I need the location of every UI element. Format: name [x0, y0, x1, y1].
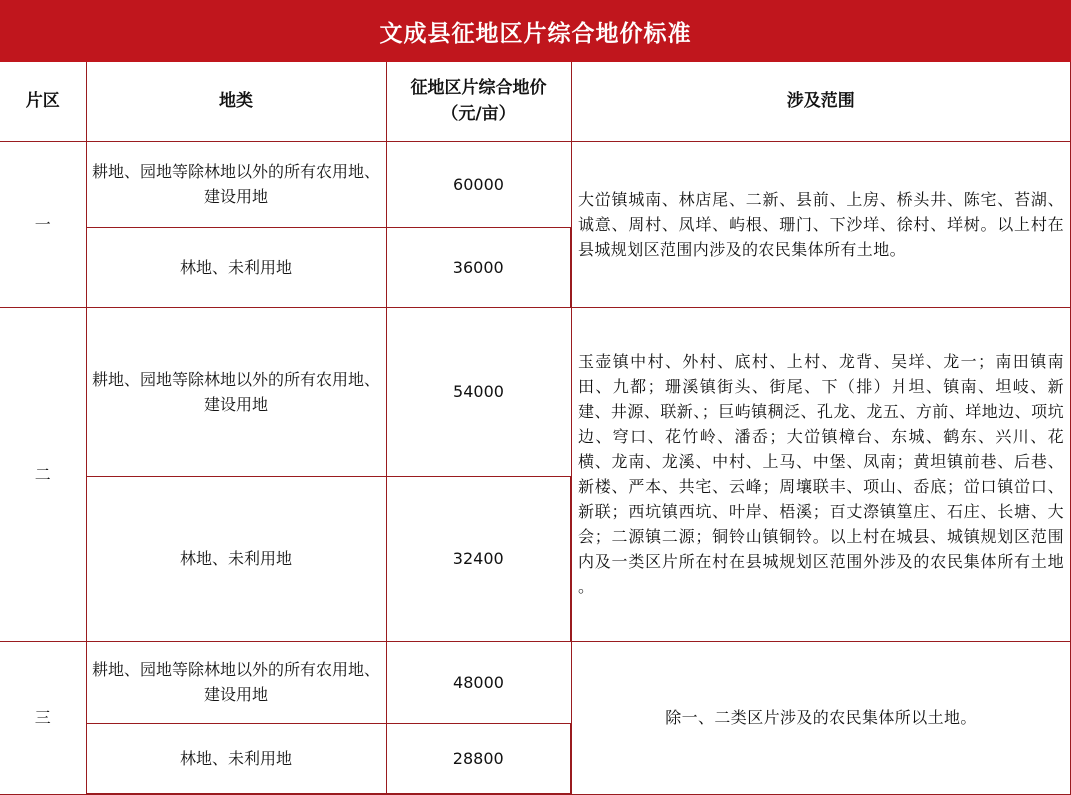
price-cell: 28800 — [386, 723, 571, 794]
header-zone: 片区 — [0, 62, 86, 141]
land-price-table — [0, 62, 1071, 795]
header-land-type: 地类 — [86, 62, 386, 141]
table-row — [0, 641, 1071, 723]
scope-cell: 玉壶镇中村、外村、底村、上村、龙背、吴垟、龙一；南田镇南田、九都；珊溪镇街头、街尾、下（排）爿坦、镇南、坦岐、新建、井源、联新、；巨屿镇稠泛、孔龙、龙五、方前、垟地边、项坑边、穹口、花竹岭、潘岙；大峃镇樟台、东城、鹤东、兴川、花横、龙南、龙溪、中村、上马、中堡、凤南；黄坦镇前巷、后巷、新楼、严本、共宅、云峰；周壤联丰、项山、岙底；峃口镇峃口、新联；西坑镇西坑、叶岸、梧溪；百丈漈镇篁庄、石庄、长塘、大会；二源镇二源；铜铃山镇铜铃。以上村在城县、城镇规划区范围内及一类区片所在村在县城规划区范围外涉及的农民集体所有土地 。 — [571, 307, 1071, 641]
scope-cell: 除一、二类区片涉及的农民集体所以土地。 — [571, 641, 1071, 794]
land-type-cell: 耕地、园地等除林地以外的所有农用地、建设用地 — [86, 307, 386, 476]
scope-cell: 大峃镇城南、林店尾、二新、县前、上房、桥头井、陈宅、苔湖、诚意、周村、凤垟、屿根、珊门、下沙垟、徐村、垟树。以上村在县城规划区范围内涉及的农民集体所有土地。 — [571, 141, 1071, 307]
table-title: 文成县征地区片综合地价标准 — [379, 20, 692, 47]
price-cell: 60000 — [386, 141, 571, 227]
price-cell: 36000 — [386, 227, 571, 307]
table-row — [0, 141, 1071, 227]
price-cell: 32400 — [386, 476, 571, 641]
land-type-cell: 林地、未利用地 — [86, 476, 386, 641]
land-type-cell: 耕地、园地等除林地以外的所有农用地、建设用地 — [86, 141, 386, 227]
header-row — [0, 62, 1071, 141]
header-scope: 涉及范围 — [571, 62, 1071, 141]
land-type-cell: 林地、未利用地 — [86, 227, 386, 307]
zone-label: 三 — [0, 641, 86, 794]
zone-label: 一 — [0, 141, 86, 307]
price-cell: 48000 — [386, 641, 571, 723]
header-price: 征地区片综合地价（元/亩） — [386, 62, 571, 141]
land-type-cell: 林地、未利用地 — [86, 723, 386, 794]
price-cell: 54000 — [386, 307, 571, 476]
land-type-cell: 耕地、园地等除林地以外的所有农用地、建设用地 — [86, 641, 386, 723]
table-row — [0, 307, 1071, 476]
zone-label: 二 — [0, 307, 86, 641]
table-title-banner — [0, 0, 1071, 62]
